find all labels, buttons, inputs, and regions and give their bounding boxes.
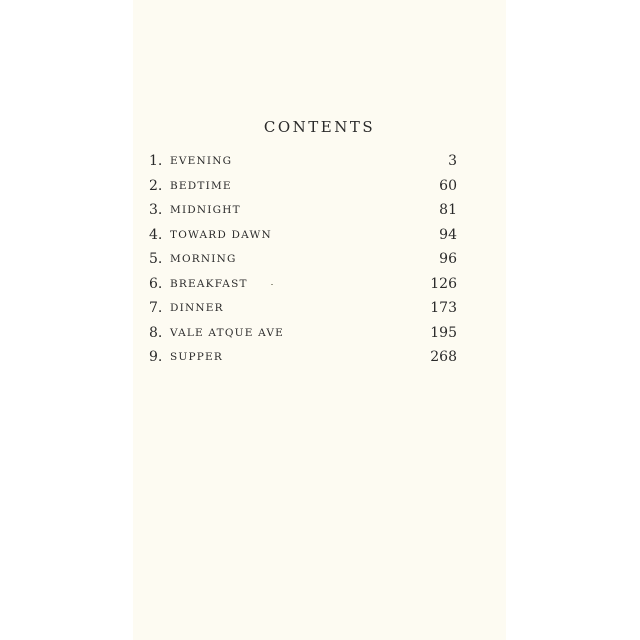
toc-entry: [149, 224, 457, 249]
chapter-number: 3.: [149, 202, 163, 218]
page-number: 3: [448, 153, 457, 169]
toc-entry: [149, 175, 457, 200]
chapter-number: 1.: [149, 153, 163, 169]
page-number: 60: [439, 177, 457, 194]
page-number: 268: [430, 349, 457, 365]
chapter-title: DINNER: [170, 302, 224, 314]
toc-entry: [149, 297, 457, 322]
chapter-number: 2.: [149, 177, 163, 194]
contents-heading: CONTENTS: [263, 118, 376, 136]
page-number: 195: [430, 324, 457, 341]
toc-entry: [149, 248, 457, 273]
toc-entry: [149, 199, 457, 224]
page-number: 96: [439, 251, 457, 267]
table-of-contents: [149, 150, 457, 371]
chapter-title: BREAKFAST: [170, 277, 248, 290]
chapter-title: MIDNIGHT: [170, 204, 241, 216]
chapter-number: 7.: [149, 300, 163, 316]
chapter-title: VALE ATQUE AVE: [170, 326, 285, 339]
chapter-title: EVENING: [170, 155, 233, 167]
chapter-number: 4.: [149, 226, 163, 243]
paper-speck: [271, 284, 273, 285]
toc-entry: [149, 273, 457, 298]
chapter-title: BEDTIME: [170, 179, 232, 192]
chapter-number: 8.: [149, 324, 163, 341]
page-number: 173: [430, 300, 457, 316]
chapter-number: 6.: [149, 275, 163, 292]
toc-entry: [149, 322, 457, 347]
page-number: 81: [439, 202, 457, 218]
toc-entry: [149, 346, 457, 371]
page-number: 94: [439, 226, 457, 243]
chapter-title: TOWARD DAWN: [170, 228, 272, 241]
page-number: 126: [430, 275, 457, 292]
book-page: [133, 0, 506, 640]
toc-entry: [149, 150, 457, 175]
chapter-number: 5.: [149, 251, 163, 267]
chapter-number: 9.: [149, 349, 163, 365]
chapter-title: SUPPER: [170, 351, 223, 363]
chapter-title: MORNING: [170, 253, 237, 265]
